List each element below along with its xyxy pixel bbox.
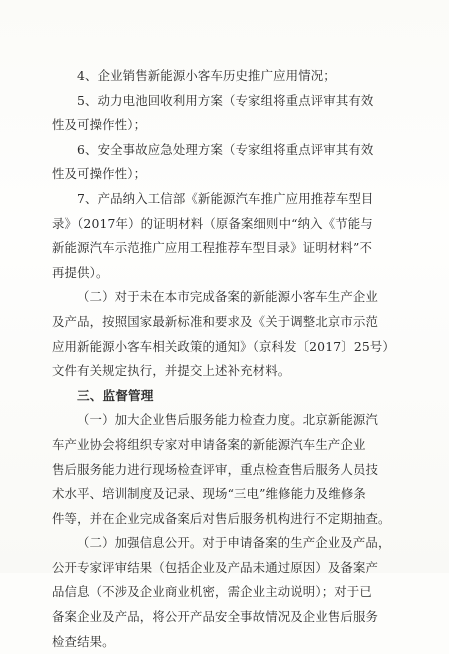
text-line: 术水平、培训制度及记录、现场“三电”维修能力及维修条	[52, 486, 366, 502]
text-line: 6、安全事故应急处理方案（专家组将重点评审其有效	[77, 141, 374, 157]
text-line: 7、产品纳入工信部《新能源汽车推广应用推荐车型目	[77, 190, 374, 206]
text-line: 及产品，按照国家最新标准和要求及《关于调整北京市示范	[52, 313, 379, 329]
text-line: 新能源汽车示范推广应用工程推荐车型目录》证明材料”不	[52, 240, 372, 256]
text-line: 检查结果。	[52, 633, 115, 649]
document-body	[52, 64, 397, 654]
text-line: 车产业协会将组织专家对申请备案的新能源汽车生产企业	[52, 436, 366, 452]
text-line: 件等，并在企业完成备案后对售后服务机构进行不定期抽查。	[52, 510, 391, 526]
text-line: 文件有关规定执行，并提交上述补充材料。	[52, 363, 291, 379]
text-line: 售后服务能力进行现场检查评审，重点检查售后服务人员技	[52, 461, 379, 477]
text-line: （一）加大企业售后服务能力检查力度。北京新能源汽	[77, 412, 378, 428]
text-line: （二）加强信息公开。对于申请备案的生产企业及产品，	[77, 535, 391, 551]
text-line: 4、企业销售新能源小客车历史推广应用情况；	[77, 68, 336, 83]
text-line: 性及可操作性）；	[52, 166, 147, 182]
text-line: （二）对于未在本市完成备案的新能源小客车生产企业	[77, 289, 378, 305]
section-heading: 三、监督管理	[77, 387, 154, 403]
text-line: 性及可操作性）；	[52, 117, 147, 133]
text-line: 公开专家评审结果（包括企业及产品未通过原因）及备案产	[52, 559, 379, 575]
text-line: 应用新能源小客车相关政策的通知》（京科发〔2017〕25号）	[52, 338, 395, 354]
text-line: 再提供）。	[52, 264, 109, 280]
text-line: 录》（2017年）的证明材料（原备案细则中“纳入《节能与	[52, 215, 373, 231]
text-line: 品信息（不涉及企业商业机密，需企业主动说明）；对于已	[52, 584, 372, 600]
text-line: 5、动力电池回收利用方案（专家组将重点评审其有效	[77, 92, 374, 108]
text-line: 备案企业及产品，将公开产品安全事故情况及企业售后服务	[52, 609, 379, 625]
